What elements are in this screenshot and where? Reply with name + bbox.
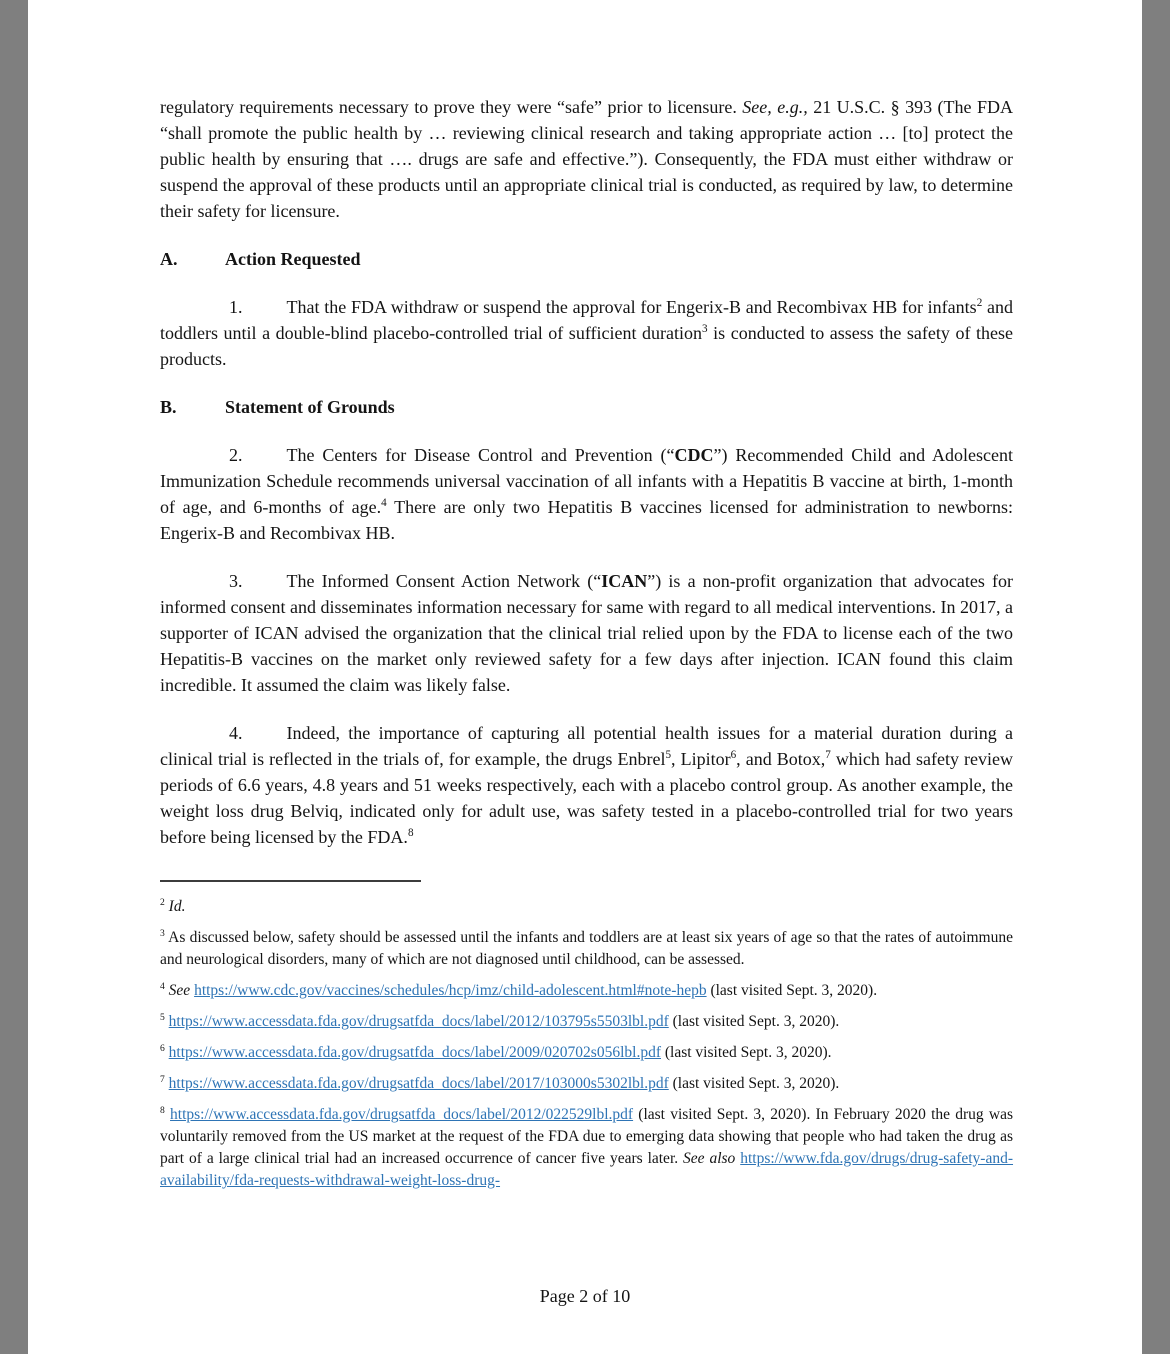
section-letter-b: B.: [160, 397, 177, 417]
footnote-marker: 5: [665, 749, 672, 761]
text-run: is conducted to assess the safety of these products.: [160, 323, 1013, 369]
text-run: 2.: [229, 445, 243, 465]
footnote-marker: 4: [160, 980, 165, 992]
page-number: Page 2 of 10: [539, 1286, 631, 1306]
section-title-b: Statement of Grounds: [225, 397, 395, 417]
text-run: Id.: [168, 898, 186, 915]
text-run: ”) Recommended Child and Adolescent Immunization Schedule recommends universal vaccination of all infants with a Hepatitis B vaccine at birth, 1-month of age, and 6-months of age.: [160, 445, 1013, 517]
footnote-marker: 8: [160, 1104, 165, 1116]
footnote-4: [160, 980, 1013, 1002]
text-run: and toddlers until a double-blind placebo-controlled trial of sufficient duration: [160, 297, 1013, 343]
paragraph-2: [160, 442, 1013, 546]
text-run: 1.: [229, 297, 243, 317]
footnote-marker: 4: [381, 497, 387, 509]
text-run: That the FDA withdraw or suspend the approval for Engerix-B and Recombivax HB for infants: [286, 297, 977, 317]
text-run: 21 U.S.C. § 393 (The FDA “shall promote the public health by … reviewing clinical research and taking appropriate action … [to] protect the public health by ensuring that …. drugs are safe and effective.”). Consequently, the FDA must either withdraw or suspend the approval of these products until an appropriate clinical trial is conducted, as required by law, to determine their safety for licensure.: [160, 97, 1013, 221]
text-run: See also: [683, 1150, 736, 1167]
section-heading-a: [160, 246, 1013, 272]
text-run: The Informed Consent Action Network (“: [286, 571, 602, 591]
hyperlink[interactable]: https://www.accessdata.fda.gov/drugsatfda_docs/label/2017/103000s5302lbl.pdf: [168, 1075, 669, 1092]
footnote-marker: 7: [825, 749, 831, 761]
footnote-marker: 2: [160, 896, 165, 908]
hyperlink[interactable]: https://www.accessdata.fda.gov/drugsatfda_docs/label/2012/103795s5503lbl.pdf: [168, 1013, 669, 1030]
text-run: The Centers for Disease Control and Prevention (“: [286, 445, 675, 465]
section-title-a: Action Requested: [225, 249, 361, 269]
text-run: (last visited Sept. 3, 2020).: [668, 1013, 840, 1030]
text-run: (last visited Sept. 3, 2020).: [661, 1044, 832, 1061]
footnote-2: [160, 896, 1013, 918]
footnote-8: [160, 1104, 1013, 1192]
text-run: 3.: [229, 571, 243, 591]
footnote-separator: [160, 880, 421, 882]
text-run: , Lipitor: [671, 749, 731, 769]
footnote-marker: 5: [160, 1011, 165, 1023]
hyperlink[interactable]: https://www.accessdata.fda.gov/drugsatfda_docs/label/2012/022529lbl.pdf: [170, 1106, 634, 1123]
paragraph-4: [160, 720, 1013, 850]
hyperlink[interactable]: https://www.fda.gov/drugs/drug-safety-and-availability/fda-requests-withdrawal-weight-loss-drug-: [160, 1150, 1014, 1189]
footnote-3: [160, 927, 1013, 971]
section-letter-a: A.: [160, 249, 178, 269]
viewer-gutter-right: [1142, 0, 1170, 1354]
hyperlink[interactable]: https://www.accessdata.fda.gov/drugsatfda_docs/label/2009/020702s056lbl.pdf: [168, 1044, 661, 1061]
text-run: which had safety review periods of 6.6 years, 4.8 years and 51 weeks respectively, each with a placebo control group. As another example, the weight loss drug Belviq, indicated only for adult use, was safety tested in a placebo-controlled trial for two years before being licensed by the FDA.: [160, 749, 1013, 847]
footnote-marker: 2: [976, 297, 983, 309]
hyperlink[interactable]: https://www.cdc.gov/vaccines/schedules/hcp/imz/child-adolescent.html#note-hepb: [194, 982, 707, 999]
footnote-5: [160, 1011, 1013, 1033]
text-run: ”) is a non-profit organization that advocates for informed consent and disseminates information necessary for same with regard to all medical interventions. In 2017, a supporter of ICAN advised the organization that the clinical trial relied upon by the FDA to license each of the two Hepatitis-B vaccines on the market only reviewed safety for a few days after injection. ICAN found this claim incredible. It assumed the claim was likely false.: [160, 571, 1014, 695]
text-run: ICAN: [601, 571, 648, 591]
footnote-marker: 8: [407, 827, 414, 839]
text-run: See, e.g.,: [742, 97, 808, 117]
paragraph-continuation: [160, 94, 1013, 224]
section-heading-b: [160, 394, 1013, 420]
paragraph-3: [160, 568, 1013, 698]
text-run: See: [168, 982, 191, 999]
text-run: (last visited Sept. 3, 2020).: [668, 1075, 840, 1092]
footnote-7: [160, 1073, 1013, 1095]
text-run: (last visited Sept. 3, 2020).: [706, 982, 878, 999]
text-run: 4.: [229, 723, 243, 743]
text-run: Indeed, the importance of capturing all potential health issues for a material duration during a clinical trial is reflected in the trials of, for example, the drugs Enbrel: [160, 723, 1013, 769]
footnote-marker: 6: [160, 1042, 165, 1054]
footnote-6: [160, 1042, 1013, 1064]
text-run: regulatory requirements necessary to prove they were “safe” prior to licensure.: [160, 97, 743, 117]
footnote-marker: 6: [730, 749, 737, 761]
text-run: (last visited Sept. 3, 2020). In February 2020 the drug was voluntarily removed from the US market at the request of the FDA due to emerging data showing that people who had taken the drug as part of a large clinical trial had an increased occurrence of cancer five years later.: [160, 1106, 1013, 1167]
paragraph-1: [160, 294, 1013, 372]
text-run: CDC: [674, 445, 714, 465]
page-body: [160, 94, 1013, 1201]
viewer-gutter-left: [0, 0, 28, 1354]
text-run: , and Botox,: [736, 749, 826, 769]
footnote-marker: 7: [160, 1073, 165, 1085]
footnote-marker: 3: [160, 927, 165, 939]
footnote-marker: 3: [702, 323, 708, 335]
text-run: As discussed below, safety should be assessed until the infants and toddlers are at least six years of age so that the rates of autoimmune and neurological disorders, many of which are not diagnosed until childhood, can be assessed.: [160, 929, 1013, 968]
text-run: There are only two Hepatitis B vaccines licensed for administration to newborns: Engerix-B and Recombivax HB.: [160, 497, 1013, 543]
